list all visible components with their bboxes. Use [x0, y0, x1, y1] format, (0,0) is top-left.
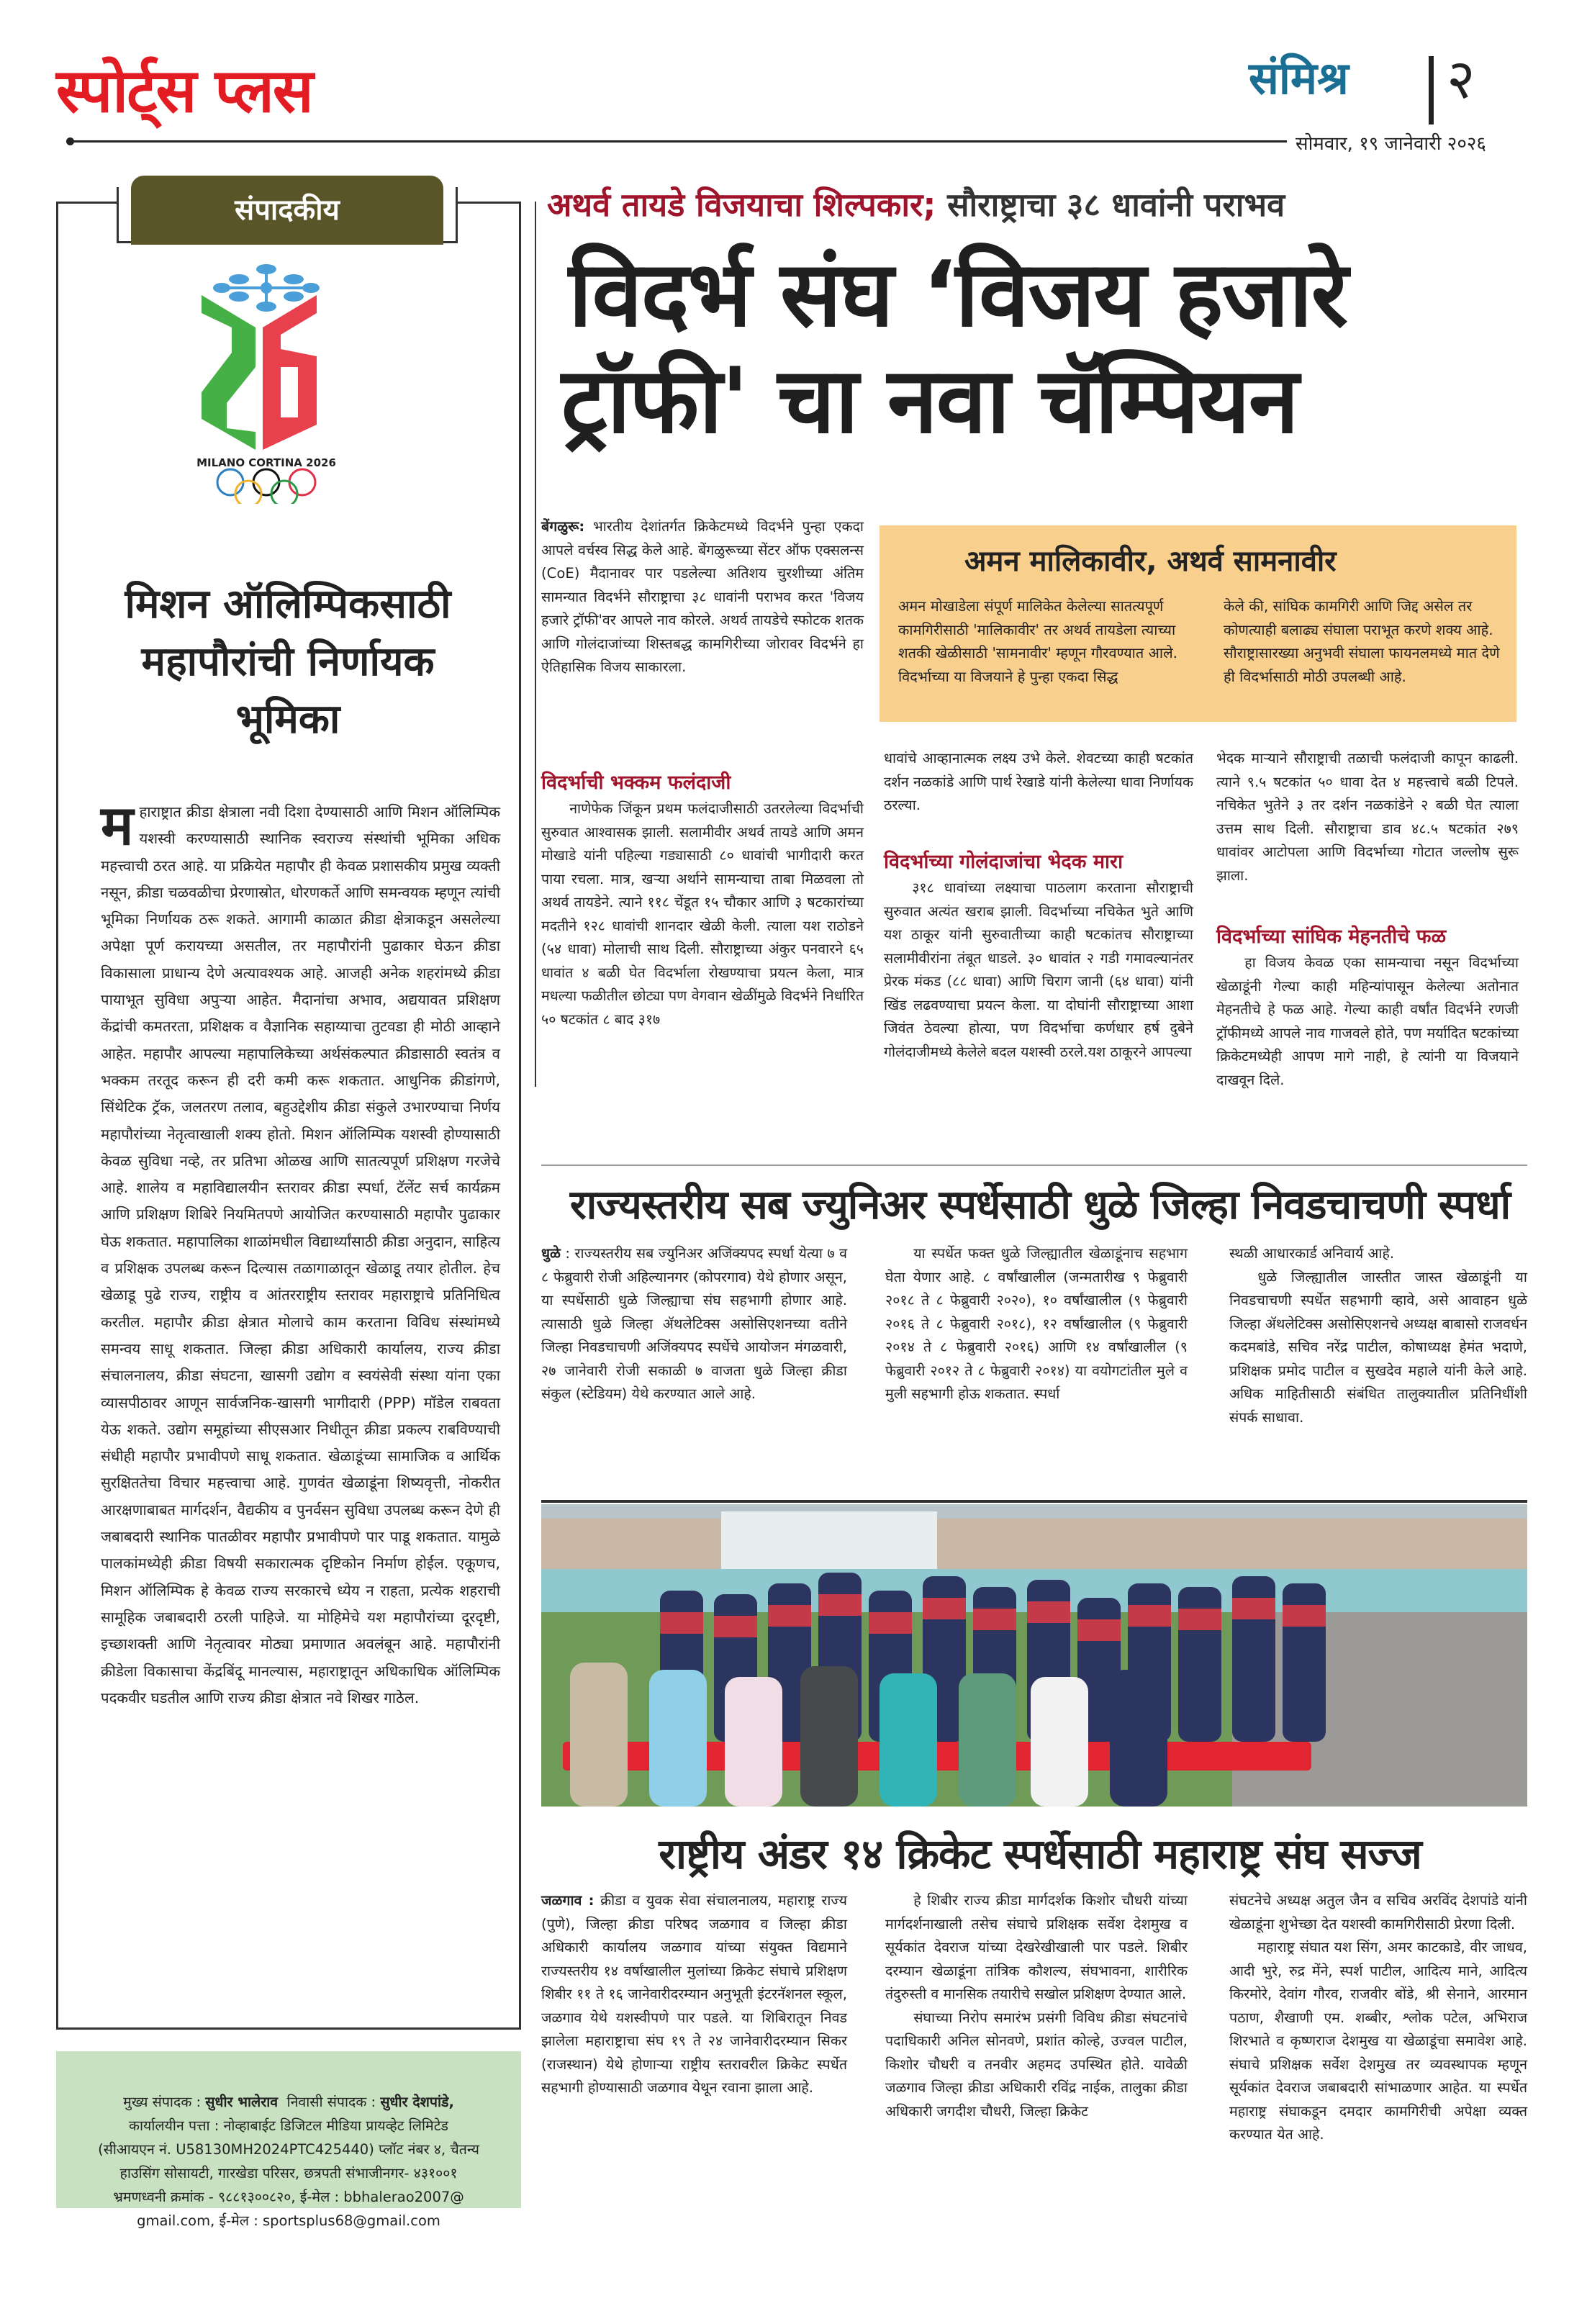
jalgaon-headline: राष्ट्रीय अंडर १४ क्रिकेट स्पर्धेसाठी महाराष्ट्र संघ सज्ज — [659, 1830, 1421, 1878]
subhead: विदर्भाची भक्कम फलंदाजी — [541, 772, 731, 794]
section-title: संमिश्र — [1249, 52, 1349, 104]
team-photo — [541, 1504, 1527, 1807]
highlight-col-2: केले की, सांघिक कामगिरी आणि जिद्द असेल तर कोणत्याही बलाढ्य संघाला पराभूत करणे शक्य आहे. सौराष्ट्रासारख्या अनुभवी संघाला फायनलमध्ये मात देणे ही विदर्भासाठी मोठी उपलब्धी आहे. — [1224, 597, 1500, 685]
imprint-box — [56, 2051, 521, 2229]
issue-date: सोमवार, १९ जानेवारी २०२६ — [1296, 133, 1486, 155]
masthead-rule — [71, 140, 1287, 143]
main-headline: विदर्भ संघ ‘विजय हजारे ट्रॉफी' चा नवा चॅम्पियन — [561, 241, 1347, 453]
editorial-text: हाराष्ट्रात क्रीडा क्षेत्राला नवी दिशा देण्यासाठी आणि मिशन ऑलिम्पिक यशस्वी करण्यासाठी स्थानिक स्वराज्य संस्थांची भूमिका अधिक महत्त्वाची ठरत आहे. या प्रक्रियेत महापौर ही केवळ प्रशासकीय प्रमुख व्यक्ती नसून, क्रीडा चळवळीचा प्रेरणास्रोत, धोरणकर्ते आणि समन्वयक म्हणून त्यांची भूमिका निर्णायक ठरू शकते. आगामी काळात क्रीडा क्षेत्राकडून असलेल्या अपेक्षा पूर्ण करायच्या असतील, तर महापौरांनी पुढाकार घेऊन क्रीडा विकासाला प्राधान्य देणे अत्यावश्यक आहे. आजही अनेक शहरांमध्ये क्रीडा पायाभूत सुविधा अपुऱ्या आहेत. मैदानांचा अभाव, अद्ययावत प्रशिक्षण केंद्रांची कमतरता, प्रशिक्षक व वैज्ञानिक सहाय्याचा तुटवडा ही मोठी आव्हाने आहेत. महापौर आपल्या महापालिकेच्या अर्थसंकल्पात क्रीडासाठी स्वतंत्र व भक्कम तरतूद करून ही दरी कमी करू शकतात. आधुनिक क्रीडांगणे, सिंथेटिक ट्रॅक, जलतरण तलाव, बहुउद्देशीय क्रीडा संकुले उभारण्याचा निर्णय महापौरांच्या नेतृत्वाखाली शक्य होतो. मिशन ऑलिम्पिक यशस्वी होण्यासाठी केवळ सुविधा नव्हे, तर प्रतिभा ओळख आणि सातत्यपूर्ण प्रशिक्षण गरजेचे आहे. शालेय व महाविद्यालयीन स्तरावर क्रीडा स्पर्धा, टॅलेंट सर्च कार्यक्रम आणि प्रशिक्षण शिबिरे नियमितपणे आयोजित करण्यासाठी महापौर पुढाकार घेऊ शकतात. महापालिका शाळांमधील विद्यार्थ्यांसाठी क्रीडा अनुदान, साहित्य व प्रशिक्षक उपलब्ध करून दिल्यास तळागाळातून खेळाडू तयार होतील. हेच खेळाडू पुढे राज्य, राष्ट्रीय व आंतरराष्ट्रीय स्तरावर महाराष्ट्राचे प्रतिनिधित्व करतील. महापौर क्रीडा क्षेत्रात मोलाचे काम करताना विविध संस्थांमध्ये समन्वय साधू शकतात. जिल्हा क्रीडा अधिकारी कार्यालय, राज्य क्रीडा संचालनालय, क्रीडा संघटना, खासगी उद्योग व स्वयंसेवी संस्था यांना एका व्यासपीठावर आणून सार्वजनिक-खासगी भागीदारी (PPP) मॉडेल राबवता येऊ शकते. उद्योग समूहांच्या सीएसआर निधीतून क्रीडा प्रकल्प राबविण्याची संधीही महापौर प्रभावीपणे साधू शकतात. खेळाडूंच्या सामाजिक व आर्थिक सुरक्षिततेचा विचार महत्त्वाचा आहे. गुणवंत खेळाडूंना शिष्यवृत्ती, नोकरीत आरक्षणाबाबत मार्गदर्शन, वैद्यकीय व पुनर्वसन सुविधा उपलब्ध करून देणे ही जबाबदारी स्थानिक पातळीवर महापौर प्रभावीपणे पार पाडू शकतात. यामुळे पालकांमध्येही क्रीडा विषयी सकारात्मक दृष्टिकोन निर्माण होईल. एकूणच, मिशन ऑलिम्पिक हे केवळ राज्य सरकारचे ध्येय न राहता, प्रत्येक शहराची सामूहिक जबाबदारी ठरली पाहिजे. या मोहिमेचे यश महापौरांच्या दूरदृष्टी, इच्छाशक्ती आणि नेतृत्वावर मोठ्या प्रमाणात अवलंबून आहे. महापौरांनी क्रीडेला विकासाचा केंद्रबिंदू मानल्यास, महाराष्ट्रातून अधिकाधिक ऑलिम्पिक पदकवीर घडतील आणि राज्य क्रीडा क्षेत्रात नवे शिखर गाठेल. — [101, 803, 500, 1706]
story-section-2 — [884, 848, 1193, 1064]
jalgaon-col-3: संघटनेचे अध्यक्ष अतुल जैन व सचिव अरविंद देशपांडे यांनी खेळाडूंना शुभेच्छा देत यशस्वी कामगिरीसाठी प्रेरणा दिली. महाराष्ट्र संघात यश सिंग, अमर काटकाडे, वीर जाधव, आदी भुरे, रुद्र मेंने, स्पर्श पाटील, आदित्य माने, आदित्य किरमोरे, देवांग गौरव, राजवीर बोंडे, श्री सेनाने, आरमान पठाण, शैखाणी एम. शब्बीर, श्लोक पटेल, अभिराज शिरभाते व कृष्णराज देशमुख या खेळाडूंचा समावेश आहे. संघाचे प्रशिक्षक सर्वेश देशमुख तर व्यवस्थापक म्हणून सूर्यकांत देवराज जबाबदारी सांभाळणार आहेत. या स्पर्धेत महाराष्ट्र संघाकडून दमदार कामगिरीची अपेक्षा व्यक्त करण्यात येत आहे. — [1229, 1892, 1527, 2143]
section-text: हा विजय केवळ एका सामन्याचा नसून विदर्भाच्या खेळाडूंनी गेल्या काही महिन्यांपासून केलेल्या अतोनात मेहनतीचे हे फळ आहे. गेल्या काही वर्षांत विदर्भने रणजी ट्रॉफीमध्ये आपले नाव गाजवले होते, पण मर्यादित षटकांच्या क्रिकेटमध्येही आपण मागे नाही, हे त्यांनी या विजयाने दाखवून दिले. — [1216, 954, 1519, 1088]
section-text: नाणेफेक जिंकून प्रथम फलंदाजीसाठी उतरलेल्या विदर्भाची सुरुवात आश्वासक झाली. सलामीवीर अथर्व तायडे आणि अमन मोखाडे यांनी पहिल्या गड्यासाठी ८० धावांची भागीदारी करत पाया रचला. मात्र, खऱ्या अर्थाने सामन्याचा ताबा मिळवला तो अथर्व तायडेने. त्याने ११८ चेंडूत १५ चौकार आणि ३ षटकारांच्या मदतीने १२८ धावांची शानदार खेळी केली. त्याला यश राठोडने (५४ धावा) मोलाची साथ दिली. सौराष्ट्राच्या अंकुर पनवारने ६५ धावांत ४ बळी घेत विदर्भाला रोखण्याचा प्रयत्न केला, मात्र मधल्या फळीतील छोट्या पण वेगवान खेळींमुळे विदर्भने निर्धारित ५० षटकांत ८ बाद ३१७ — [541, 800, 864, 1028]
highlight-col-1: अमन मोखाडेला संपूर्ण मालिकेत केलेल्या सातत्यपूर्ण कामगिरीसाठी 'मालिकावीर' तर अथर्व तायडेला त्याच्या शतकी खेळीसाठी 'सामनावीर' म्हणून गौरवण्यात आले. विदर्भाच्या या विजयाने हे पुन्हा एकदा सिद्ध — [898, 597, 1177, 685]
story-section-1 — [541, 769, 864, 1031]
subhead: विदर्भाच्या सांघिक मेहनतीचे फळ — [1216, 926, 1447, 948]
address-line: कार्यालयीन पत्ता : नोव्हाबाईट डिजिटल मीडिया प्रायव्हेट लिमिटेड — [129, 2117, 448, 2134]
editorial-body — [101, 793, 500, 1712]
drop-cap: म — [101, 793, 134, 857]
dhule-col-2: या स्पर्धेत फक्त धुळे जिल्ह्यातील खेळाडूंनाच सहभाग घेता येणार आहे. ८ वर्षांखालील (जन्मतारीख ९ फेब्रुवारी २०१८ ते ८ फेब्रुवारी २०२०), १० वर्षांखालील (९ फेब्रुवारी २०१६ ते ८ फेब्रुवारी २०१८), १२ वर्षांखालील (९ फेब्रुवारी २०१४ ते ८ फेब्रुवारी २०१६) आणि १४ वर्षांखालील (९ फेब्रुवारी २०१२ ते ८ फेब्रुवारी २०१४) या वयोगटांतील मुले व मुली सहभागी होऊ शकतात. स्पर्धा — [885, 1245, 1188, 1402]
section-rule — [541, 1165, 1527, 1166]
jalgaon-col-2: हे शिबीर राज्य क्रीडा मार्गदर्शक किशोर चौधरी यांच्या मार्गदर्शनाखाली तसेच संघाचे प्रशिक्षक सर्वेश देशमुख व सूर्यकांत देवराज यांच्या देखरेखीखाली पार पडले. शिबीर दरम्यान खेळाडूंना तांत्रिक कौशल्य, संघभावना, शारीरिक तंदुरुस्ती व मानसिक तयारीचे सखोल प्रशिक्षण देण्यात आले. संघाच्या निरोप समारंभ प्रसंगी विविध क्रीडा संघटनांचे पदाधिकारी अनिल सोनवणे, प्रशांत कोल्हे, उज्वल पाटील, किशोर चौधरी व तनवीर अहमद उपस्थित होते. यावेळी जळगाव जिल्हा क्रीडा अधिकारी रविंद्र नाईक, तालुका क्रीडा अधिकारी जगदीश चौधरी, जिल्हा क्रिकेट — [885, 1892, 1188, 2120]
editorial-tab: संपादकीय — [131, 176, 443, 245]
story-section-2-cont: भेदक माऱ्याने सौराष्ट्राची तळाची फलंदाजी कापून काढली. त्याने ९.५ षटकांत ५० धावा देत ४ महत्त्वाचे बळी टिपले. नचिकेत भुतेने ३ तर दर्शन नळकांडेने २ बळी घेत त्याला उत्तम साथ दिली. सौराष्ट्राचा डाव ४८.५ षटकांत २७९ धावांवर आटोपला आणि विदर्भाच्या गोटात जल्लोष सुरू झाला. — [1216, 750, 1519, 884]
story-section-1-cont: धावांचे आव्हानात्मक लक्ष्य उभे केले. शेवटच्या काही षटकांत दर्शन नळकांडे आणि पार्थ रेखाडे यांनी केलेल्या धावा निर्णायक ठरल्या. — [884, 750, 1193, 813]
dhule-col-3: स्थळी आधारकार्ड अनिवार्य आहे. धुळे जिल्ह्यातील जास्तीत जास्त खेळाडूंनी या निवडचाचणी स्पर्धेत सहभागी व्हावे, असे आवाहन धुळे जिल्हा ॲथलेटिक्स असोसिएशनचे अध्यक्ष बाबासो राजवर्धन कदमबांडे, सचिव नरेंद्र पाटील, कोषाध्यक्ष हेमंत भदाणे, प्रशिक्षक प्रमोद पाटील व सुखदेव महाले यांनी केले आहे. अधिक माहितीसाठी संबंधित तालुक्यातील प्रतिनिधींशी संपर्क साधावा. — [1229, 1245, 1527, 1426]
column-rule — [535, 202, 536, 1087]
contact-line: gmail.com, ई-मेल : sportsplus68@gmail.com — [137, 2212, 440, 2229]
svg-text:MILANO CORTINA 2026: MILANO CORTINA 2026 — [196, 456, 336, 469]
section-divider — [1429, 56, 1434, 125]
milano-cortina-logo-icon — [194, 259, 338, 504]
address-line: हाउसिंग सोसायटी, गारखेडा परिसर, छत्रपती संभाजीनगर- ४३१००१ — [119, 2165, 458, 2181]
newspaper-brand: स्पोर्ट्स प्लस — [56, 55, 312, 126]
dhule-col-1: धुळे : राज्यस्तरीय सब ज्युनिअर अजिंक्यपद स्पर्धा येत्या ७ व ८ फेब्रुवारी रोजी अहिल्यानगर (कोपरगाव) येथे होणार असून, या स्पर्धेसाठी धुळे जिल्ह्याचा संघ सहभागी होणार आहे. त्यासाठी धुळे जिल्हा ॲथलेटिक्स असोसिएशनच्या वतीने जिल्हा निवडचाचणी अजिंक्यपद स्पर्धेचे आयोजन मंगळवारी, २७ जानेवारी रोजी सकाळी ७ वाजता धुळे जिल्हा क्रीडा संकुल (स्टेडियम) येथे करण्यात आले आहे. — [541, 1245, 847, 1402]
main-lead: बेंगळुरू: भारतीय देशांतर्गत क्रिकेटमध्ये विदर्भने पुन्हा एकदा आपले वर्चस्व सिद्ध केले आहे. बेंगळुरूच्या सेंटर ऑफ एक्सलन्स (CoE) मैदानावर पार पडलेल्या अतिशय चुरशीच्या अंतिम सामन्यात विदर्भने सौराष्ट्राचा ३८ धावांनी पराभव करत 'विजय हजारे ट्रॉफी'वर आपले नाव कोरले. अथर्व तायडेचे स्फोटक शतक आणि गोलंदाजांच्या शिस्तबद्ध कामगिरीच्या जोरावर विदर्भने हा ऐतिहासिक विजय साकारला. — [541, 518, 864, 675]
address-line: (सीआयएन नं. U58130MH2024PTC425440) प्लॉट नंबर ४, चैतन्य — [98, 2141, 479, 2158]
section-text: ३१८ धावांच्या लक्ष्याचा पाठलाग करताना सौराष्ट्राची सुरुवात अत्यंत खराब झाली. विदर्भाच्या नचिकेत भुते आणि यश ठाकूर यांनी सुरुवातीच्या काही षटकांतच सौराष्ट्राच्या सलामीवीरांना तंबूत धाडले. ३० धावांत २ गडी गमावल्यानंतर प्रेरक मंकड (८८ धावा) आणि चिराग जानी (६४ धावा) यांनी खिंड लढवण्याचा प्रयत्न केला. या दोघांनी सौराष्ट्राच्या आशा जिवंत ठेवल्या होत्या, पण विदर्भाचा कर्णधार हर्ष दुबेने गोलंदाजीमध्ये केलेले बदल यशस्वी ठरले.यश ठाकूरने आपल्या — [884, 880, 1193, 1060]
editors-line: मुख्य संपादक : सुधीर भालेराव निवासी संपादक : सुधीर देशपांडे, — [123, 2094, 454, 2110]
dhule-headline: राज्यस्तरीय सब ज्युनिअर स्पर्धेसाठी धुळे जिल्हा निवडचाचणी स्पर्धा — [569, 1182, 1511, 1229]
jalgaon-col-1: जळगाव : क्रीडा व युवक सेवा संचालनालय, महाराष्ट्र राज्य (पुणे), जिल्हा क्रीडा परिषद जळगाव व जिल्हा क्रीडा अधिकारी कार्यालय जळगाव यांच्या संयुक्त विद्यमाने राज्यस्तरीय १४ वर्षांखालील मुलांच्या क्रिकेट संघाचे प्रशिक्षण शिबीर ११ ते १६ जानेवारीदरम्यान अनुभूती इंटरनॅशनल स्कूल, जळगाव येथे यशस्वीपणे पार पडले. या शिबिरातून निवड झालेला महाराष्ट्राचा संघ १९ ते २४ जानेवारीदरम्यान सिकर (राजस्थान) येथे होणाऱ्या राष्ट्रीय स्तरावरील क्रिकेट स्पर्धेत सहभागी होण्यासाठी जळगाव येथून रवाना झाला आहे. — [541, 1892, 848, 2096]
story-section-3 — [1216, 923, 1519, 1092]
highlight-title: अमन मालिकावीर, अथर्व सामनावीर — [964, 545, 1337, 578]
contact-line: भ्रमणध्वनी क्रमांक - ९८८१३००८२०, ई-मेल : bbhalerao2007@ — [113, 2189, 464, 2205]
main-kicker: अथर्व तायडे विजयाचा शिल्पकार; सौराष्ट्राचा ३८ धावांनी पराभव — [547, 186, 1285, 224]
page-number: २ — [1447, 47, 1475, 111]
photo-rule — [541, 1500, 1527, 1503]
editorial-headline: मिशन ऑलिम्पिकसाठी महापौरांची निर्णायक भूमिका — [125, 581, 451, 743]
subhead: विदर्भाच्या गोलंदाजांचा भेदक मारा — [884, 851, 1123, 873]
